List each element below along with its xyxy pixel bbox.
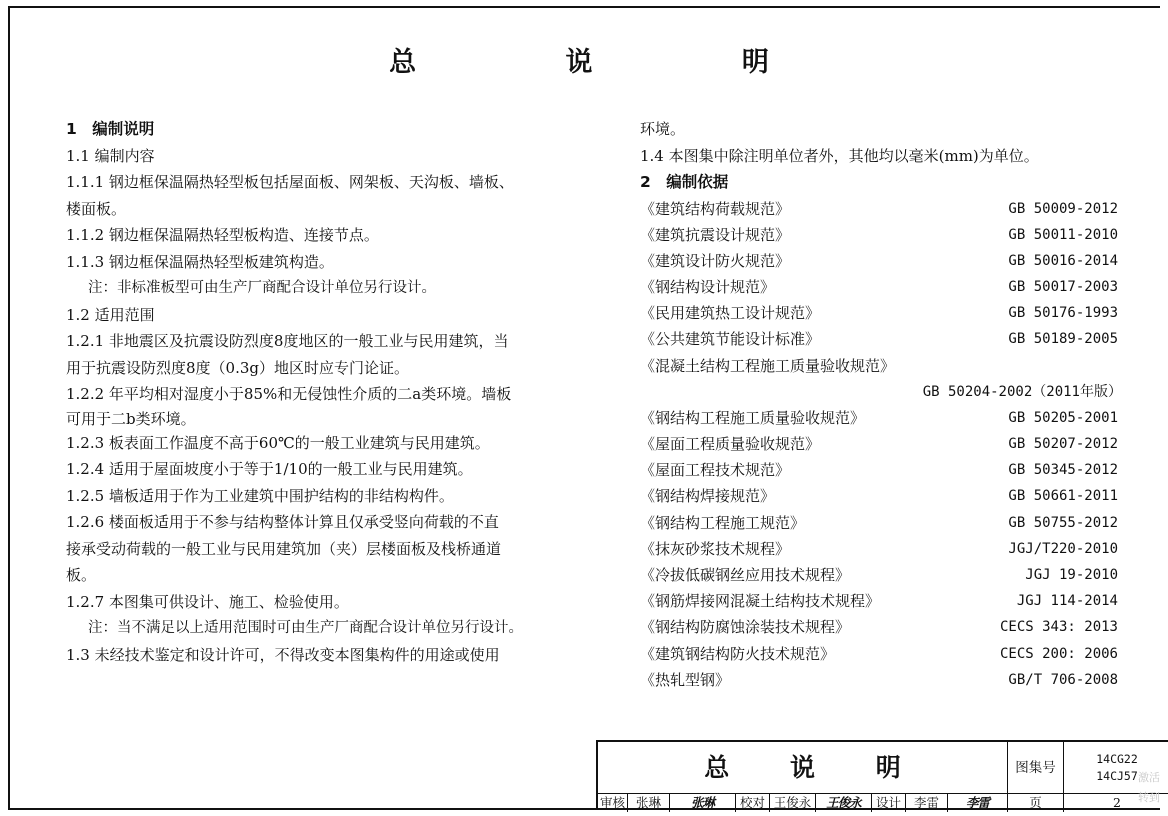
reference-code: CECS 343: 2013 xyxy=(999,619,1118,636)
reference-code: GB 50016-2014 xyxy=(1008,252,1118,269)
check-label: 校对 xyxy=(736,794,770,812)
reference-name: 《钢结构工程施工质量验收规范》 xyxy=(640,408,866,427)
reference-name: 《热轧型钢》 xyxy=(640,670,731,689)
atlas-number-2: 14CJ57 xyxy=(1096,769,1138,783)
check-name: 王俊永 xyxy=(770,794,816,812)
reference-name: 《钢结构工程施工规范》 xyxy=(640,513,806,532)
reference-row xyxy=(640,588,1122,614)
reference-code: GB 50204-2002（2011年版） xyxy=(922,383,1122,400)
reference-code: GB 50189-2005 xyxy=(1008,331,1118,348)
paragraph: 1.2.5 墙板适用于作为工业建筑中围护结构的非结构构件。 xyxy=(66,486,454,505)
paragraph: 板。 xyxy=(66,566,97,584)
reference-name: 《屋面工程质量验收规范》 xyxy=(640,435,821,453)
reference-code: CECS 200: 2006 xyxy=(999,645,1118,662)
left-column xyxy=(66,116,576,668)
reference-row xyxy=(640,667,1122,693)
reference-code: JGJ 19-2010 xyxy=(1025,566,1118,583)
paragraph: 1.1.1 钢边框保温隔热轻型板包括屋面板、网架板、天沟板、墙板、 xyxy=(66,173,514,191)
watermark xyxy=(1138,768,1168,808)
reference-row xyxy=(640,274,1122,300)
paragraph: 1.2 适用范围 xyxy=(66,305,155,324)
reference-name: 《建筑抗震设计规范》 xyxy=(640,225,791,244)
reference-row xyxy=(640,536,1122,562)
atlas-number-1: 14CG22 xyxy=(1096,752,1138,766)
page-number: 2 xyxy=(1113,795,1121,810)
reference-row xyxy=(640,614,1122,640)
paragraph: 1.1.2 钢边框保温隔热轻型板构造、连接节点。 xyxy=(66,226,379,244)
reference-row xyxy=(640,562,1122,588)
reference-name: 《冷拔低碳钢丝应用技术规程》 xyxy=(640,565,851,584)
reference-row xyxy=(640,431,1122,457)
paragraph: 1.2.3 板表面工作温度不高于60℃的一般工业建筑与民用建筑。 xyxy=(66,433,490,452)
page-label: 页 xyxy=(1008,794,1064,812)
reference-name: 《建筑结构荷载规范》 xyxy=(640,199,791,218)
check-signature: 王俊永 xyxy=(816,794,872,812)
paragraph: 1.1.3 钢边框保温隔热轻型板建筑构造。 xyxy=(66,252,334,271)
reference-code: GB 50009-2012 xyxy=(1008,200,1118,217)
reference-row xyxy=(640,222,1122,248)
reference-name: 《民用建筑热工设计规范》 xyxy=(640,304,821,323)
reference-name: 《钢结构设计规范》 xyxy=(640,278,776,297)
review-label: 审核 xyxy=(598,794,628,812)
reference-code: JGJ/T220-2010 xyxy=(1008,540,1118,557)
paragraph: 1.2.4 适用于屋面坡度小于等于1/10的一般工业与民用建筑。 xyxy=(66,460,473,478)
design-label: 设计 xyxy=(872,794,906,812)
paragraph: 用于抗震设防烈度8度（0.3g）地区时应专门论证。 xyxy=(66,358,410,377)
paragraph: 可用于二b类环境。 xyxy=(66,409,196,428)
design-signature: 李雷 xyxy=(948,794,1008,812)
paragraph: 1.4 本图集中除注明单位者外，其他均以毫米(mm)为单位。 xyxy=(640,146,1039,165)
reference-code: GB 50345-2012 xyxy=(1008,462,1118,479)
reference-name: 《建筑钢结构防火技术规范》 xyxy=(640,644,836,663)
watermark-line-1: 激活 xyxy=(1138,771,1160,784)
reference-code: GB 50176-1993 xyxy=(1008,305,1118,322)
paragraph: 1.1 编制内容 xyxy=(66,146,155,165)
reference-name: 《抹灰砂浆技术规程》 xyxy=(640,539,791,558)
title-block xyxy=(596,740,1168,810)
reference-name: 《钢结构焊接规范》 xyxy=(640,487,776,506)
note: 注：当不满足以上适用范围时可由生产厂商配合设计单位另行设计。 xyxy=(88,620,523,636)
reference-row xyxy=(640,326,1122,352)
reference-row xyxy=(640,196,1122,222)
reference-row xyxy=(640,379,1122,405)
watermark-line-2: 转到 xyxy=(1138,791,1160,804)
paragraph: 1.3 未经技术鉴定和设计许可，不得改变本图集构件的用途或使用 xyxy=(66,645,500,664)
reference-code: GB/T 706-2008 xyxy=(1008,671,1118,688)
reference-row xyxy=(640,248,1122,274)
reference-row xyxy=(640,405,1122,431)
reference-name: 《钢结构防腐蚀涂装技术规程》 xyxy=(640,618,851,637)
reference-name: 《建筑设计防火规范》 xyxy=(640,251,791,270)
paragraph: 接承受动荷载的一般工业与民用建筑加（夹）层楼面板及栈桥通道 xyxy=(66,539,502,558)
reference-row xyxy=(640,641,1122,667)
reference-row xyxy=(640,510,1122,536)
design-name: 李雷 xyxy=(906,794,948,812)
reference-code: GB 50661-2011 xyxy=(1008,488,1118,505)
reference-row xyxy=(640,353,1122,379)
reference-code: GB 50017-2003 xyxy=(1008,279,1118,296)
review-name: 张琳 xyxy=(628,794,670,812)
paragraph: 1.2.7 本图集可供设计、施工、检验使用。 xyxy=(66,592,349,611)
reference-code: GB 50755-2012 xyxy=(1008,514,1118,531)
section-heading: 2 编制依据 xyxy=(640,173,729,191)
section-heading: 1 编制说明 xyxy=(66,120,155,138)
reference-name: 《钢筋焊接网混凝土结构技术规程》 xyxy=(640,592,881,611)
reference-code: GB 50205-2001 xyxy=(1008,409,1118,426)
reference-name: 《屋面工程技术规范》 xyxy=(640,461,791,480)
title-block-title: 总 说 明 xyxy=(598,742,1008,794)
paragraph: 楼面板。 xyxy=(66,199,127,218)
reference-row xyxy=(640,300,1122,326)
paragraph: 1.2.6 楼面板适用于不参与结构整体计算且仅承受竖向荷载的不直 xyxy=(66,513,499,531)
reference-name: 《公共建筑节能设计标准》 xyxy=(640,330,821,349)
review-signature: 张琳 xyxy=(670,794,736,812)
right-column xyxy=(640,116,1122,693)
reference-name: 《混凝土结构工程施工质量验收规范》 xyxy=(640,356,896,375)
reference-code: JGJ 114-2014 xyxy=(1016,593,1118,610)
reference-code: GB 50207-2012 xyxy=(1008,436,1118,452)
paragraph: 1.2.1 非地震区及抗震设防烈度8度地区的一般工业与民用建筑，当 xyxy=(66,332,509,350)
paragraph: 环境。 xyxy=(640,120,686,138)
paragraph: 1.2.2 年平均相对湿度小于85%和无侵蚀性介质的二a类环境。墙板 xyxy=(66,385,512,403)
reference-code: GB 50011-2010 xyxy=(1008,226,1118,243)
atlas-label: 图集号 xyxy=(1008,742,1064,794)
note: 注：非标准板型可由生产厂商配合设计单位另行设计。 xyxy=(88,280,436,296)
reference-list xyxy=(640,196,1122,693)
page-title: 总 说 明 xyxy=(389,47,839,78)
reference-row xyxy=(640,457,1122,483)
reference-row xyxy=(640,483,1122,509)
